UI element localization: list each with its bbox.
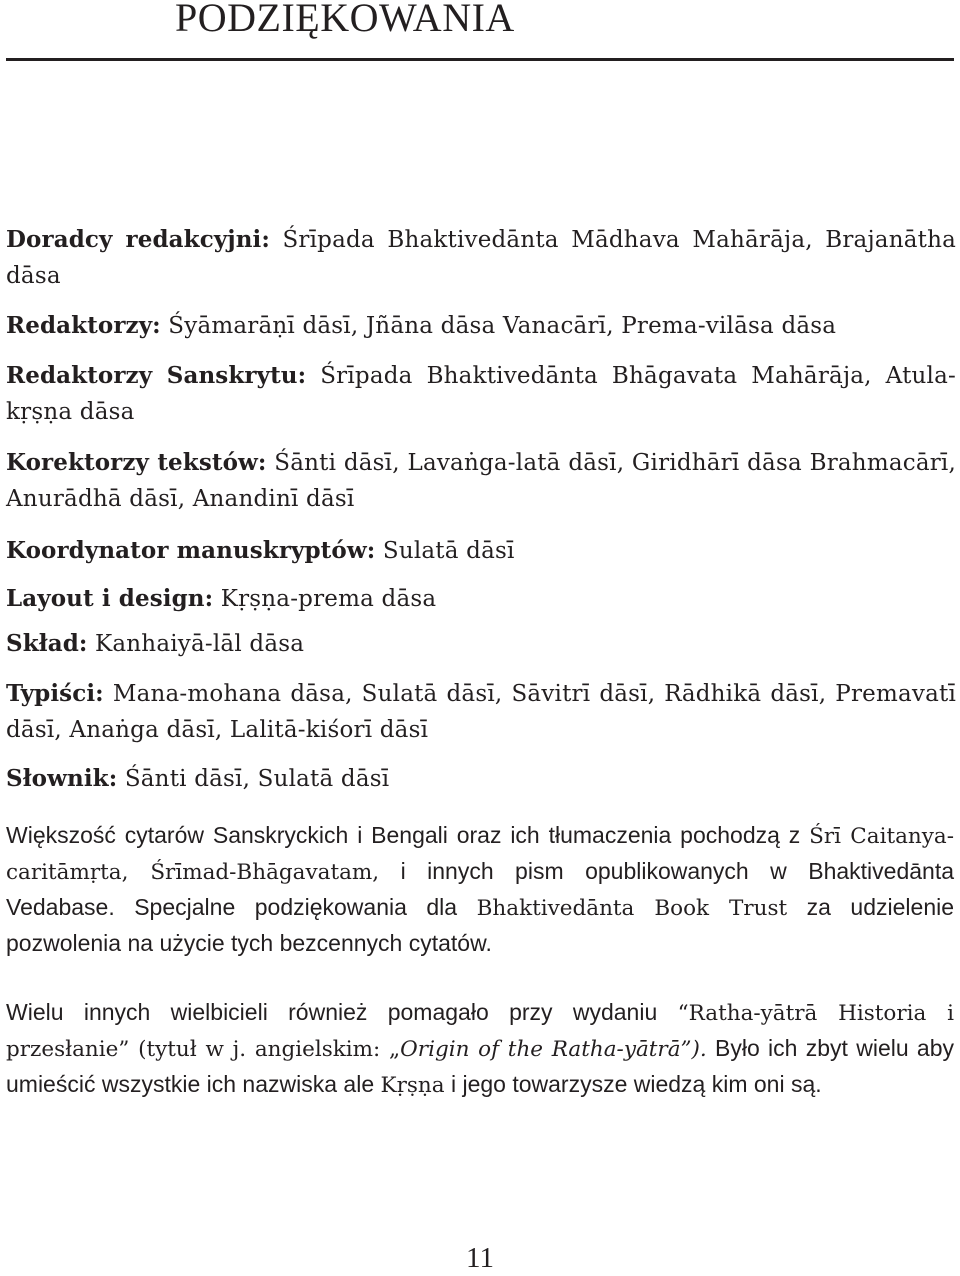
title-divider bbox=[6, 58, 954, 61]
credit-label: Skład: bbox=[6, 630, 88, 657]
english-title: Origin of the Ratha-yātrā bbox=[400, 1037, 681, 1062]
credit-typists bbox=[6, 676, 956, 748]
credit-value: Śyāmarāṇī dāsī, Jñāna dāsa Vanacārī, Prema-vilāsa dāsa bbox=[168, 313, 837, 339]
credit-label: Doradcy redakcyjni: bbox=[6, 226, 270, 253]
sources-paragraph bbox=[6, 818, 954, 961]
publisher-name: Bhaktivedānta Book Trust bbox=[476, 896, 788, 921]
text-run: Było ich zbyt wielu aby umieścić wszystkie ich nazwiska ale bbox=[6, 1035, 955, 1097]
page-number: 11 bbox=[466, 1242, 494, 1274]
text-run: i jego towarzysze wiedzą kim oni są. bbox=[450, 1071, 822, 1097]
text-run: Wielu innych wielbicieli również pomagało przy wydaniu bbox=[6, 999, 658, 1025]
text-run: Większość cytarów Sanskryckich i Bengali oraz ich tłumaczenia pochodzą z bbox=[6, 822, 801, 848]
book-title: “Ratha-yātrā Historia i przesłanie” (tytuł w j. angielskim: „ bbox=[6, 1001, 954, 1062]
credit-value: Kanhaiyā-lāl dāsa bbox=[95, 631, 305, 657]
page-title: PODZIĘKOWANIA bbox=[175, 0, 515, 40]
credit-editors bbox=[6, 308, 956, 344]
credit-editorial-advisors bbox=[6, 222, 956, 294]
credit-value: Śrīpada Bhaktivedānta Bhāgavata Mahārāja, Atula-kṛṣṇa dāsa bbox=[6, 363, 956, 425]
credit-layout-design bbox=[6, 581, 956, 617]
credit-value: Kṛṣṇa-prema dāsa bbox=[220, 586, 437, 612]
credit-label: Typiści: bbox=[6, 680, 104, 707]
scripture-titles: Śrī Caitanya-caritāmṛta, Śrīmad-Bhāgavatam, bbox=[6, 824, 954, 885]
credit-glossary bbox=[6, 761, 956, 797]
credit-label: Korektorzy tekstów: bbox=[6, 449, 267, 476]
english-title-close: ”). bbox=[680, 1037, 707, 1062]
deity-name: Kṛṣṇa bbox=[380, 1073, 445, 1098]
credit-label: Redaktorzy: bbox=[6, 312, 161, 339]
credit-value: Śrīpada Bhaktivedānta Mādhava Mahārāja, Brajanātha dāsa bbox=[6, 227, 957, 289]
credit-proofreaders bbox=[6, 445, 956, 517]
credit-value: Śānti dāsī, Lavaṅga-latā dāsī, Giridhārī dāsa Brahmacārī, Anurādhā dāsī, Anandinī dāsī bbox=[6, 450, 956, 512]
thanks-paragraph bbox=[6, 995, 954, 1103]
credit-manuscript-coordinator bbox=[6, 533, 956, 569]
credit-label: Layout i design: bbox=[6, 585, 214, 612]
credit-value: Mana-mohana dāsa, Sulatā dāsī, Sāvitrī dāsī, Rādhikā dāsī, Premavatī dāsī, Anaṅga dāsī, Lalitā-kiśorī dāsī bbox=[6, 681, 956, 743]
credit-label: Koordynator manuskryptów: bbox=[6, 537, 376, 564]
credit-typesetting bbox=[6, 626, 956, 662]
text-run: i innych pism opublikowanych w Bhaktivedānta Vedabase. Specjalne podziękowania dla bbox=[6, 858, 954, 920]
credit-value: Sulatā dāsī bbox=[382, 538, 515, 564]
text-run: za udzielenie pozwolenia na użycie tych bezcennych cytatów. bbox=[6, 894, 955, 956]
credit-sanskrit-editors bbox=[6, 358, 956, 430]
credit-value: Śānti dāsī, Sulatā dāsī bbox=[124, 766, 390, 792]
credit-label: Słownik: bbox=[6, 765, 118, 792]
credit-label: Redaktorzy Sanskrytu: bbox=[6, 362, 307, 389]
